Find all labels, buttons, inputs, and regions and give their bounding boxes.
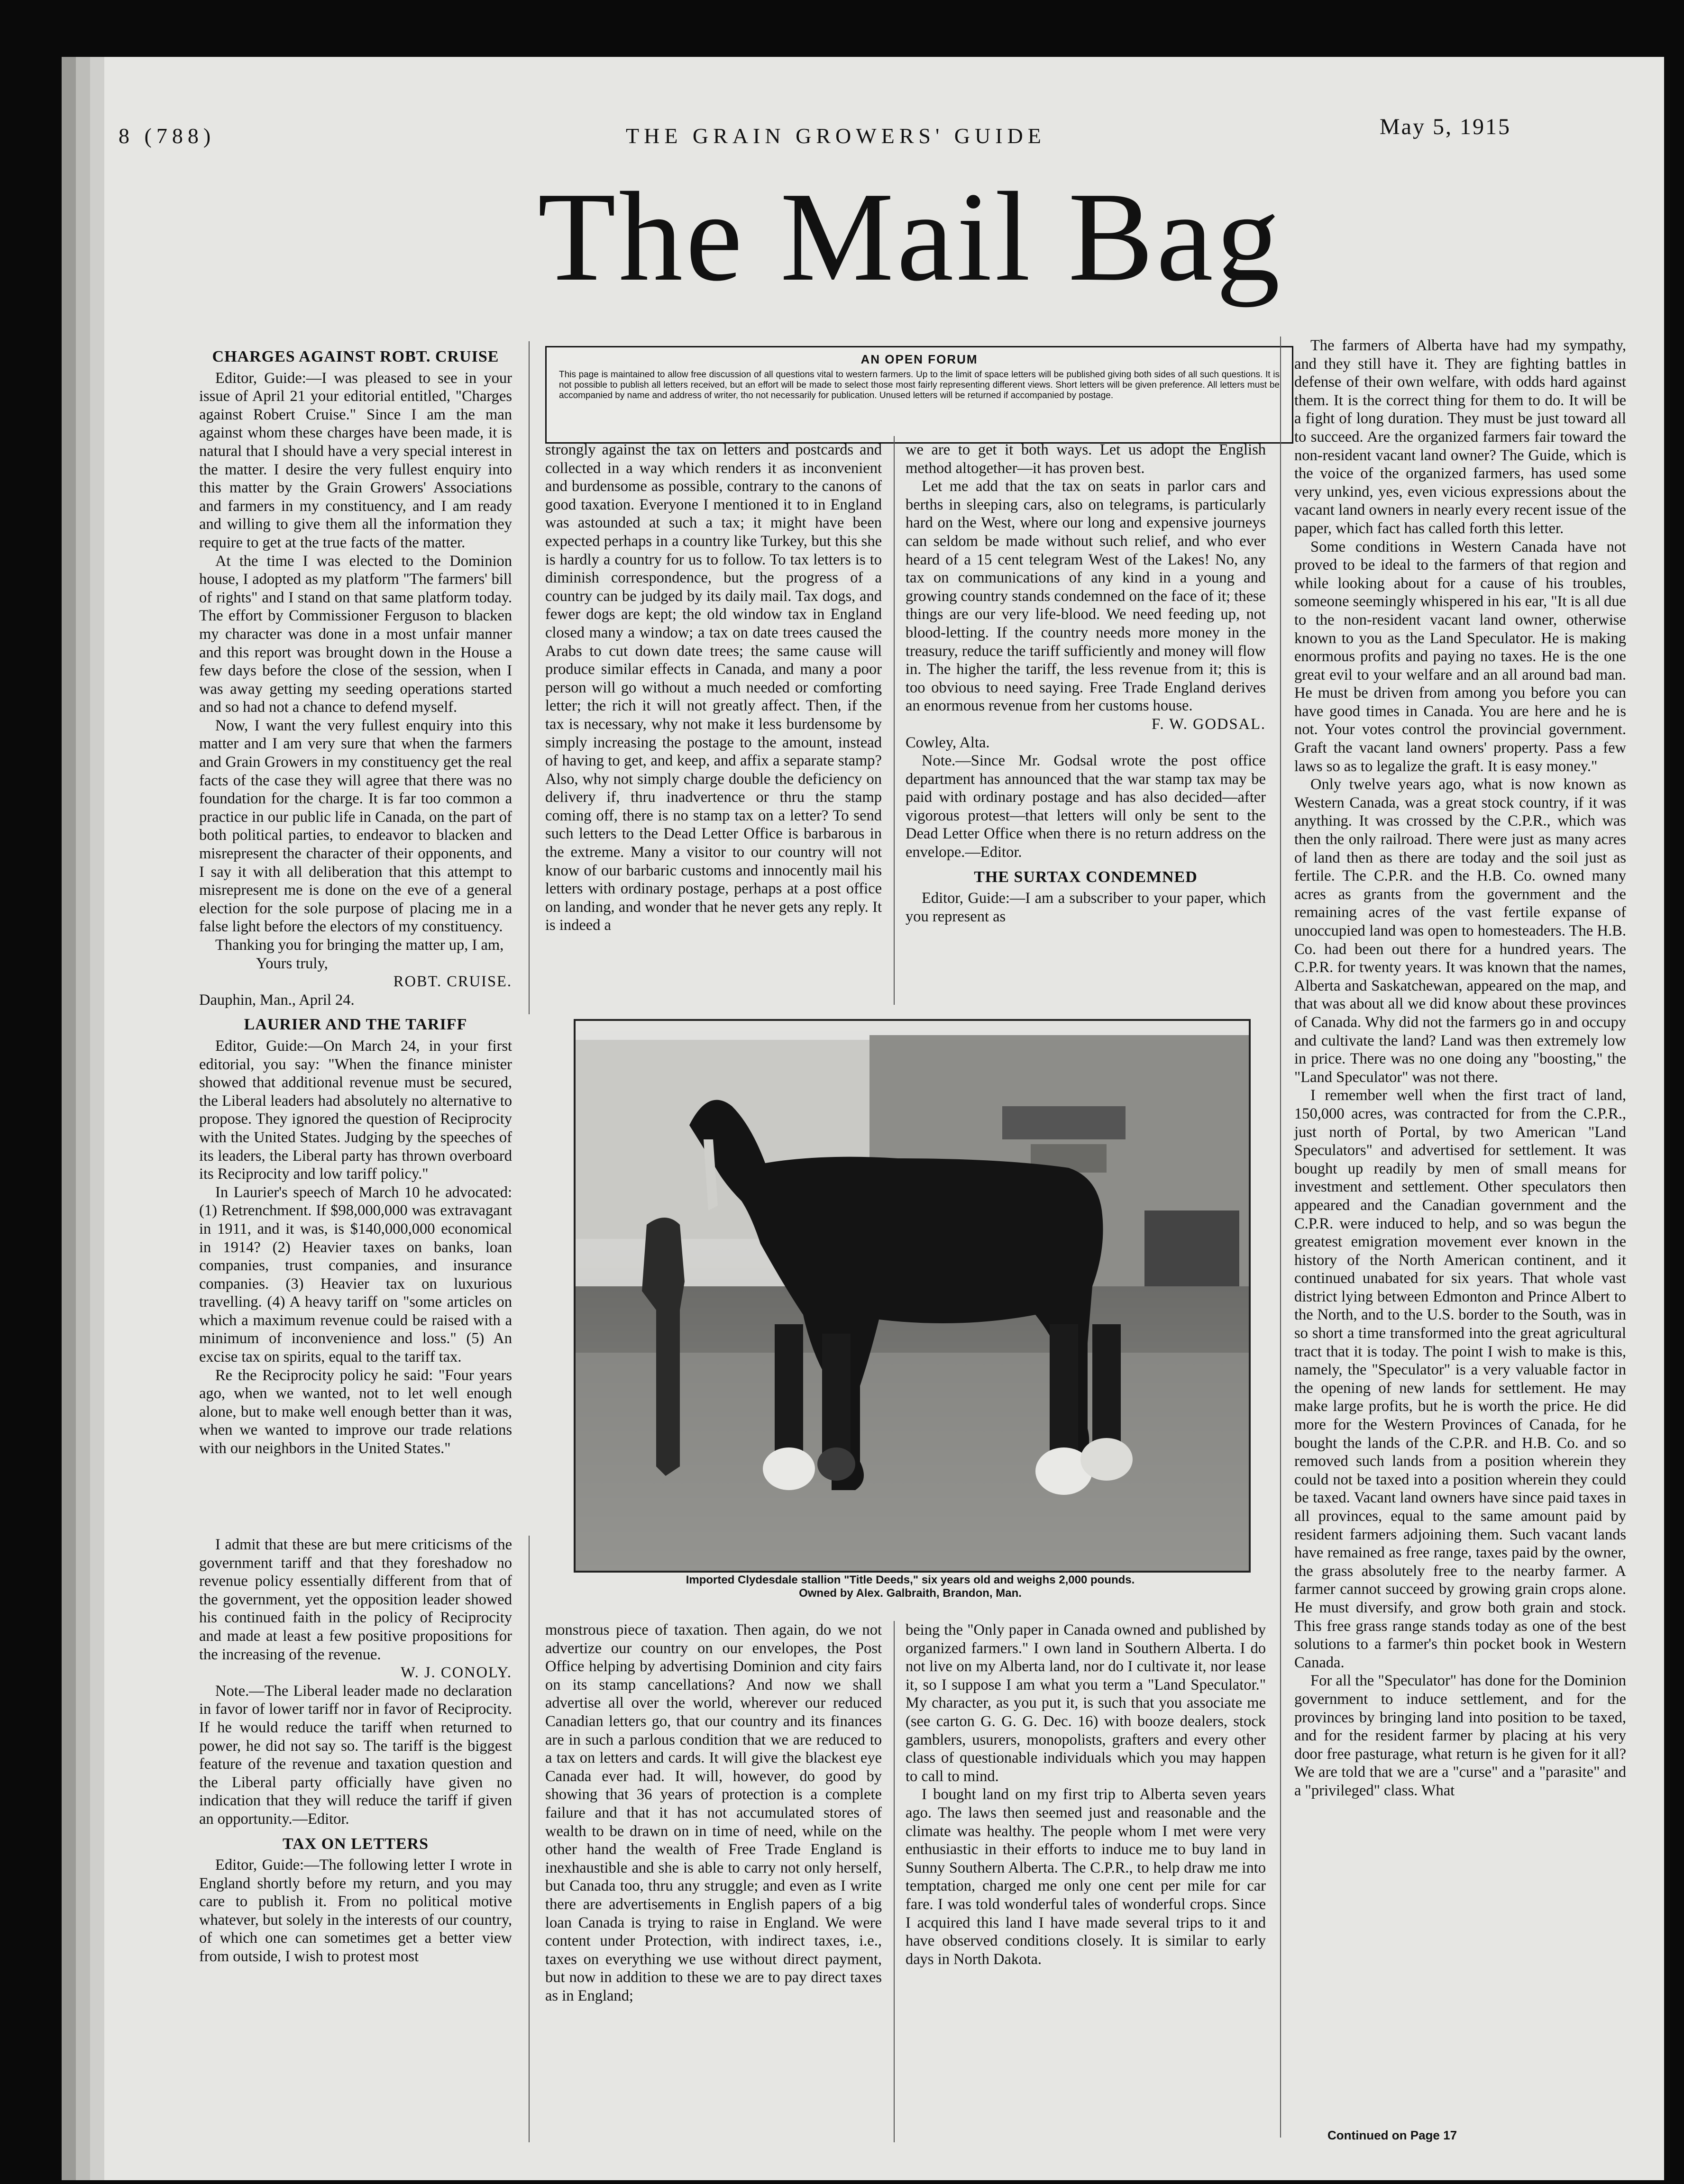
letter-paragraph: I remember well when the first tract of land, 150,000 acres, was contracted for from the C.P.R., just north of Portal, by two American "Land Speculators" and advertised for settlement. It was bought up readily by men of small means for investment and settlement. Other speculators then appeared and the Canadian government and the C.P.R. were induced to help, and so was begun the greatest emigration movement ever known in the history of the North American continent, and it continued unabated for six years. That whole vast district lying between Edmonton and Prince Albert to the North, and to the U.S. border to the South, was in so short a time transformed into the great agricultural tract that it is today. The point I wish to make is this, namely, the "Speculator" is a very valuable factor in the opening of new lands for settlement. He may make large profits, but he is worth the price. He did more for the Western Provinces of Canada, for he bought the lands of the C.P.R. and H.B. Co. and so removed such lands from a position wherein they could not be taxed into a position wherein they could be taxed. Vacant land owners have since paid taxes in all provinces, equal to the same amount paid by resident farmers adjoining them. Such vacant lands have remained as free range, taxes paid by the owner, the grass absolutely free to the nearby farmer. A farmer cannot succeed by growing grain crops alone. He must diversify, and grow both grain and stock. This free grass range stands today as one of the best solutions to a farmer's thin pocket book in Western Canada. [1294,1087,1626,1671]
letter-paragraph: For all the "Speculator" has done for the Dominion government to induce settlement, and for the provinces by bringing land into position to be taxed, and for the resident farmer by placing at his very door free pasturage, what return is he given for it all? We are told that we are a "curse" and a "parasite" and a "privileged" class. What [1294,1672,1626,1799]
column-2-top [545,441,882,1052]
column-3-bottom [906,1621,1266,2133]
letter-continuation: strongly against the tax on letters and postcards and collected in a way which renders it as inconvenient and burdensome as possible, contrary to the canons of good taxation. Everyone I mentioned it to in England was astounded at such a tax; it might have been expected perhaps in a country like Turkey, but this she is hardly a country for us to follow. To tax letters is to diminish correspondence, but the progress of a country can be judged by its daily mail. Tax dogs, and fewer dogs are kept; the old window tax in England closed many a window; a tax on date trees caused the Arabs to cut down date trees; the same cause will produce similar effects in Canada, and many a poor person will go without a much needed or comforting letter; the rich it will not greatly affect. Then, if the tax is necessary, why not make it less burdensome by simply increasing the postage to the amount, instead of having to get, and keep, and affix a separate stamp? Also, why not simply charge double the deficiency on delivery if, thru inadvertence or thru the stamp coming off, there is no stamp tax on a letter? To send such letters to the Dead Letter Office is barbarous in the extreme. Many a visitor to our country will not know of our barbaric customs and innocently mail his letters with ordinary postage, perhaps at a post office on landing, and wonder that he never gets any reply. It is indeed a [545,441,882,934]
letter-continuation: monstrous piece of taxation. Then again, do we not advertize our country on our envelopes, the Post Office helping by advertising Dominion and city fairs on its stamp cancellations? And now we shall advertise all over the world, wherever our reduced Canadian letters go, that our country and its finances are in such a parlous condition that we are reduced to a tax on letters and cards. It will give the blackest eye Canada ever had. It will, however, do good by showing that 36 years of protection is a complete failure and that it has not accumulated stores of wealth to be drawn on in time of need, while on the other hand the wealth of Free Trade England is inexhaustible and she is able to carry not only herself, but Canada too, thru any struggle; and even as I write there are advertisements in English papers of a big loan Canada is trying to raise in England. We were content under Protection, with indirect taxes, i.e., taxes on everything we use without direct payment, but now in addition to these we are to pay direct taxes as in England; [545,1621,882,2004]
letter-paragraph: Editor, Guide:—On March 24, in your first editorial, you say: "When the finance minister showed that additional revenue must be secured, the Liberal leaders had absolutely no alternative to propose. They ignored the question of Reciprocity with the United States. Judging by the speeches of its leaders, the Liberal party has thrown overboard its Reciprocity and low tariff policy." [199,1037,512,1183]
open-forum-box [545,346,1293,444]
column-4 [1294,337,1626,2104]
article-heading-surtax: THE SURTAX CONDEMNED [974,868,1198,886]
letter-paragraph: At the time I was elected to the Dominion house, I adopted as my platform "The farmers' bill of rights" and I stand on that same platform today. The effort by Commissioner Ferguson to blacken my character was done in a most unfair manner and this report was brought down in the House a few days before the close of the session, when I was away getting my seeding operations started and so had not a chance to defend myself. [199,552,512,716]
newspaper-page [104,57,1664,2180]
caption-line-2: Owned by Alex. Galbraith, Brandon, Man. [799,1587,1022,1600]
letter-paragraph: Thanking you for bringing the matter up, I am, [215,937,504,954]
article-heading-laurier: LAURIER AND THE TARIFF [244,1016,467,1034]
column-3-top [906,441,1266,1052]
signature-cruise: ROBT. CRUISE. [393,973,512,991]
column-2-bottom [545,1621,882,2133]
letter-paragraph: Only twelve years ago, what is now known as Western Canada, was a great stock country, if it was anything. It was crossed by the C.P.R., which was then the only railroad. There were just as many acres of land then as there are today and the soil just as fertile. The C.P.R. and the H.B. Co. owned many acres as grants from the government and the remaining acres of the vast fertile expanse of unoccupied land was open to homesteaders. The H.B. Co. had been out there for a hundred years. The C.P.R. for twenty years. It was known that the names, Alberta and Saskatchewan, appeared on the map, and that was about all we did know about these provinces of Canada. Why did not the farmers go in and occupy and cultivate the land? Land was then extremely low in price. There was no one doing any "boosting," the "Land Speculator" was not there. [1294,776,1626,1086]
caption-line-1: Imported Clydesdale stallion "Title Deeds," six years old and weighs 2,000 pounds. [686,1574,1135,1586]
forum-title: AN OPEN FORUM [860,352,978,366]
letter-paragraph: The farmers of Alberta have had my sympathy, and they still have it. They are fighting battles in defense of their own welfare, with odds hard against them. It is the correct thing for them to do. It will be a fight of long duration. They must be just toward all to succeed. Are the organized farmers fair toward the non-resident vacant land owner? The Guide, which is the voice of the organized farmers, has used some very unkind, yes, even vicious expressions about the vacant land owners in nearly every recent issue of the paper, which fact has called forth this letter. [1294,337,1626,537]
letter-paragraph: Editor, Guide:—I am a subscriber to your paper, which you represent as [906,890,1266,925]
page-title: The Mail Bag [538,166,1283,308]
column-rule [894,1621,895,2142]
column-rule [894,436,895,1005]
issue-date: May 5, 1915 [1380,114,1511,139]
letter-paragraph: Some conditions in Western Canada have not proved to be ideal to the farmers of that region and while looking about for a cause of his troubles, someone seemingly whispered in his ear, "It is all due to the non-resident vacant land owner, otherwise known to you as the Land Speculator. He is making enormous profits and paying no taxes. He is the one great evil to your welfare and an all around bad man. He must be driven from among you before you can have good times in Canada. You are here and he is not. Your votes control the provincial government. Graft the vacant land owners' property. Pass a few laws so as to legalize the graft. It is easy money." [1294,538,1626,775]
article-heading-charges: CHARGES AGAINST ROBT. CRUISE [212,348,499,365]
letter-paragraph: I bought land on my first trip to Alberta seven years ago. The laws then seemed just and reasonable and the climate was healthy. The people whom I met were very enthusiastic in their efforts to induce me to buy land in Sunny Southern Alberta. The C.P.R., to help draw me into temptation, charged me only one cent per mile for car fare. I was told wonderful tales of wonderful crops. Since I acquired this land I have made several trips to it and have observed conditions closely. It is similar to early days in North Dakota. [906,1786,1266,1968]
continued-notice: Continued on Page 17 [1327,2128,1457,2142]
signature-conoly: W. J. CONOLY. [401,1664,512,1682]
letter-continuation: being the "Only paper in Canada owned and published by organized farmers." I own land in Southern Alberta. I do not live on my Alberta land, nor do I cultivate it, nor lease it, so I suppose I am what you term a "Land Speculator." My character, as you put it, is such that you associate me (see carton G. G. G. Dec. 16) with booze dealers, stock gamblers, usurers, monopolists, grafters and every other class of questionable individuals which you may happen to call to mind. [906,1621,1266,1785]
letter-paragraph: I admit that these are but mere criticisms of the government tariff and that they foreshadow no revenue policy essentially different from that of the government, yet the opposition leader showed his continued faith in the policy of Reciprocity and made at least a few positive propositions for the increasing of the revenue. [199,1536,512,1663]
signature-godsal: F. W. GODSAL. [1151,715,1266,733]
editor-note: Note.—The Liberal leader made no declaration in favor of lower tariff nor in favor of Reciprocity. If he would reduce the tariff when returned to power, he did not say so. The tariff is the biggest feature of the revenue and taxation question and the Liberal party officially have given no indication that they will reduce the tariff if given an opportunity.—Editor. [199,1682,512,1828]
column-1-bottom [199,1536,512,2152]
letter-paragraph: Let me add that the tax on seats in parlor cars and berths in sleeping cars, also on telegrams, is particularly hard on the West, where our long and expensive journeys can seldom be made without such relief, and who ever heard of a 15 cent telegram West of the Lakes! No, any tax on communications of any kind in a young and growing country stands condemned on the face of it; these things are our very life-blood. We need feeding up, not blood-letting. If the country needs more money in the treasury, reduce the tariff sufficiently and money will flow in. The higher the tariff, the less revenue from it; this is too obvious to need saying. Free Trade England derives an enormous revenue from her customs house. [906,478,1266,715]
letter-paragraph: Re the Reciprocity policy he said: "Four years ago, when we wanted, not to let well enough alone, but to make well enough better than it was, when we wanted to improve our trade relations with our neighbors in the United States." [199,1366,512,1457]
forum-text: This page is maintained to allow free discussion of all questions vital to western farmers. Up to the limit of space letters will be published giving both sides of all such questions. It is not possible to publish all letters received, but an effort will be made to select those most fairly representing different views. Short letters will be given preference. All letters must be accompanied by name and address of writer, tho not necessarily for publication. Unused letters will be returned if accompanied by postage. [559,370,1280,400]
column-rule [529,341,530,1014]
column-rule [1280,337,1281,2138]
article-heading-tax-letters: TAX ON LETTERS [282,1835,429,1853]
column-rule [529,1536,530,2142]
page-number: 8 (788) [119,124,216,148]
editor-note: Note.—Since Mr. Godsal wrote the post office department has announced that the war stamp tax may be paid with ordinary postage and has also decided—after vigorous protest—that letters will only be sent to the Dead Letter Office when there is no return address on the envelope.—Editor. [906,752,1266,861]
letter-paragraph: In Laurier's speech of March 10 he advocated: (1) Retrenchment. If $98,000,000 was extravagant in 1911, and it was, is $140,000,000 economical in 1914? (2) Heavier taxes on banks, loan companies, trust companies, and insurance companies. (3) Heavier tax on luxurious travelling. (4) A heavy tariff on "some articles on which a maximum revenue could be raised with a minimum of inconvenience and loss." (5) An excise tax on spirits, equal to the tariff tax. [199,1183,512,1366]
photo-caption [545,1574,1275,1600]
publication-name: THE GRAIN GROWERS' GUIDE [626,124,1046,148]
letter-closing: Yours truly, [256,955,328,972]
letter-place: Cowley, Alta. [906,734,990,751]
letter-paragraph: Editor, Guide:—I was pleased to see in your issue of April 21 your editorial entitled, "Charges against Robert Cruise." Since I am the man against whom these charges have been made, it is natural that I should have a very special interest in the matter. I desire the very fullest enquiry into this matter by the Grain Growers' Associations and farmers in my constituency, and I am ready and willing to give them all the information they require to get at the true facts of the matter. [199,369,512,551]
column-1-top [199,341,512,1457]
letter-continuation: we are to get it both ways. Let us adopt the English method altogether—it has proven best. [906,441,1266,477]
horse-photo-image [576,1021,1249,1571]
letter-place-date: Dauphin, Man., April 24. [199,991,355,1009]
bound-page-edges [66,76,100,2152]
stallion-photograph [574,1019,1251,1573]
letter-paragraph: Editor, Guide:—The following letter I wrote in England shortly before my return, and you may care to publish it. From no political motive whatever, but solely in the interests of our country, of which one can sometimes get a better view from outside, I wish to protest most [199,1856,512,1966]
letter-paragraph: Now, I want the very fullest enquiry into this matter and I am very sure that when the farmers and Grain Growers in my constituency get the real facts of the case they will agree that there was no foundation for the charge. It is far too common a practice in our public life in Canada, on the part of both political parties, to endeavor to blacken and misrepresent the character of their opponents, and I say it with all deliberation that this attempt to misrepresent me is done on the eve of a general election for the sole purpose of placing me in a false light before the electors of my constituency. [199,717,512,936]
